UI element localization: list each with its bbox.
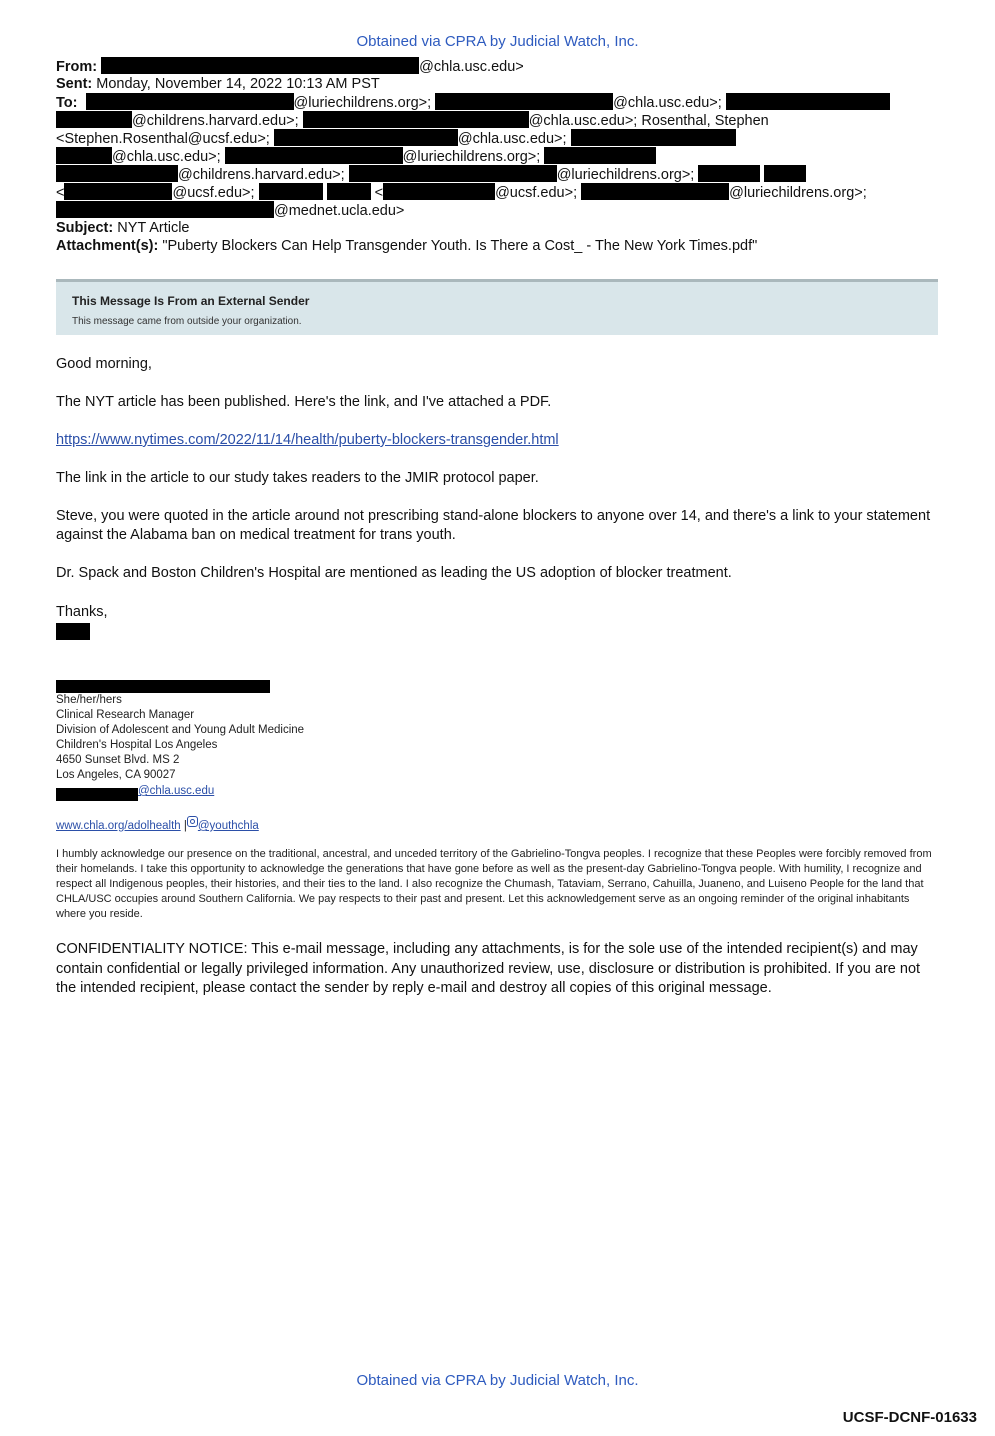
signature-address-2: Los Angeles, CA 90027 bbox=[56, 769, 176, 781]
to-line-6 bbox=[56, 183, 867, 202]
to-address: @ucsf.edu>; bbox=[495, 185, 578, 201]
signature-email-row bbox=[56, 784, 214, 801]
redaction-block bbox=[435, 93, 613, 110]
redaction-block bbox=[383, 183, 495, 200]
redaction-block bbox=[64, 183, 172, 200]
instagram-link[interactable]: @youthchla bbox=[197, 820, 259, 832]
to-address: @childrens.harvard.edu>; bbox=[178, 167, 345, 183]
to-address: @childrens.harvard.edu>; bbox=[132, 113, 299, 129]
external-sender-banner bbox=[56, 279, 938, 335]
sent-line bbox=[56, 75, 380, 93]
signature-email[interactable]: @chla.usc.edu bbox=[138, 785, 215, 797]
confidentiality-notice: CONFIDENTIALITY NOTICE: This e-mail message, including any attachments, is for the sole use of the intended recipient(s) and may contain confidential or legally privileged information. Any unauthorized review, use, disclosure or distribution is prohibited. If you are not the intended recipient, please contact the sender by reply e-mail and destroy all copies of this original message. bbox=[56, 941, 921, 996]
link-separator: | bbox=[183, 820, 187, 832]
redaction-block bbox=[225, 147, 403, 164]
subject-label: Subject: bbox=[56, 220, 114, 236]
sent-label: Sent: bbox=[56, 76, 93, 92]
redaction-block bbox=[327, 183, 371, 200]
to-line-5 bbox=[56, 165, 806, 184]
signature-block bbox=[56, 693, 304, 783]
to-line-2 bbox=[56, 111, 769, 130]
redaction-block bbox=[86, 93, 294, 110]
signature-division: Division of Adolescent and Young Adult Medicine bbox=[56, 724, 305, 736]
instagram-icon bbox=[187, 816, 198, 827]
body-paragraph-1: The NYT article has been published. Here's the link, and I've attached a PDF. bbox=[56, 394, 552, 410]
to-address: @luriechildrens.org>; bbox=[556, 167, 695, 183]
to-address: @chla.usc.edu>; bbox=[457, 131, 567, 147]
to-line-1 bbox=[56, 93, 890, 112]
redaction-block bbox=[581, 183, 729, 200]
to-address: @chla.usc.edu>; bbox=[112, 149, 221, 165]
watermark-bottom: Obtained via CPRA by Judicial Watch, Inc. bbox=[356, 1372, 639, 1389]
subject-value: NYT Article bbox=[117, 220, 190, 236]
signature-title: Clinical Research Manager bbox=[56, 709, 195, 721]
signature-links-row bbox=[56, 816, 259, 834]
attachment-line bbox=[56, 237, 757, 255]
redaction-block bbox=[764, 165, 806, 182]
to-address: @luriechildrens.org>; bbox=[293, 95, 432, 111]
to-address: <Stephen.Rosenthal@ucsf.edu>; bbox=[56, 131, 270, 147]
closing: Thanks, bbox=[56, 604, 108, 620]
from-domain: @chla.usc.edu> bbox=[419, 59, 524, 75]
redaction-block bbox=[303, 111, 529, 128]
redaction-block bbox=[101, 57, 419, 74]
to-address: < bbox=[56, 185, 65, 201]
article-link[interactable]: https://www.nytimes.com/2022/11/14/health/puberty-blockers-transgender.html bbox=[56, 432, 559, 448]
watermark-top: Obtained via CPRA by Judicial Watch, Inc. bbox=[356, 33, 639, 50]
to-address: @ucsf.edu>; bbox=[172, 185, 255, 201]
to-line-4 bbox=[56, 147, 656, 166]
subject-line bbox=[56, 219, 190, 237]
signature-pronouns: She/her/hers bbox=[56, 694, 122, 706]
article-link-row bbox=[56, 431, 936, 450]
from-line bbox=[56, 57, 524, 76]
body-paragraph-4: Dr. Spack and Boston Children's Hospital are mentioned as leading the US adoption of blocker treatment. bbox=[56, 565, 732, 581]
redaction-block bbox=[56, 201, 274, 218]
to-line-7 bbox=[56, 201, 404, 220]
redaction-block bbox=[56, 111, 132, 128]
website-link[interactable]: www.chla.org/adolhealth bbox=[56, 820, 181, 832]
document-id: UCSF-DCNF-01633 bbox=[842, 1409, 977, 1426]
from-label: From: bbox=[56, 59, 98, 75]
to-address: @luriechildrens.org>; bbox=[729, 185, 867, 201]
to-label: To: bbox=[56, 95, 78, 111]
body-paragraph-3: Steve, you were quoted in the article around not prescribing stand-alone blockers to anyone over 14, and there's a link to your statement against the Alabama ban on medical treatment for trans youth. bbox=[56, 508, 931, 543]
attachment-label: Attachment(s): bbox=[56, 238, 159, 254]
to-address: @chla.usc.edu>; Rosenthal, Stephen bbox=[528, 113, 769, 129]
attachment-value[interactable]: "Puberty Blockers Can Help Transgender Youth. Is There a Cost_ - The New York Times.pdf" bbox=[162, 238, 758, 254]
redaction-block bbox=[274, 129, 458, 146]
redaction-block bbox=[726, 93, 890, 110]
to-address: < bbox=[374, 185, 384, 201]
redaction-block bbox=[349, 165, 557, 182]
redaction-block bbox=[259, 183, 323, 200]
to-line-3 bbox=[56, 129, 736, 148]
to-address: @chla.usc.edu>; bbox=[613, 95, 722, 111]
redaction-block bbox=[698, 165, 760, 182]
land-acknowledgement: I humbly acknowledge our presence on the traditional, ancestral, and unceded territory of the Gabrielino-Tongva peoples. I recognize that these Peoples were forcibly removed from their homelands. I take this opportunity to acknowledge the generations that have gone before as well as the present-day Gabrielino-Tongva people. With humility, I recognize and respect all Indigenous peoples, their histories, and their ties to the land. I also recognize the Chumash, Tataviam, Serrano, Cahuilla, Juaneno, and Luiseno People for the land that CHLA/USC occupies around Southern California. We pay respects to their past and present. Let this acknowledgement serve as an ongoing reminder of the original inhabitants where you reside. bbox=[56, 848, 932, 920]
redaction-block bbox=[56, 623, 90, 640]
banner-title: This Message Is From an External Sender bbox=[72, 294, 310, 308]
signature-address-1: 4650 Sunset Blvd. MS 2 bbox=[56, 754, 180, 766]
redaction-block bbox=[56, 147, 112, 164]
redaction-block bbox=[571, 129, 736, 146]
to-address: @mednet.ucla.edu> bbox=[274, 203, 405, 219]
redaction-block bbox=[56, 680, 270, 693]
sent-value: Monday, November 14, 2022 10:13 AM PST bbox=[96, 76, 380, 92]
greeting: Good morning, bbox=[56, 356, 152, 372]
to-address: @luriechildrens.org>; bbox=[402, 149, 541, 165]
redaction-block bbox=[544, 147, 656, 164]
redaction-block bbox=[56, 788, 138, 801]
body-paragraph-2: The link in the article to our study takes readers to the JMIR protocol paper. bbox=[56, 470, 539, 486]
redaction-block bbox=[56, 165, 178, 182]
banner-subtitle: This message came from outside your organization. bbox=[72, 316, 302, 327]
signature-org: Children's Hospital Los Angeles bbox=[56, 739, 218, 751]
